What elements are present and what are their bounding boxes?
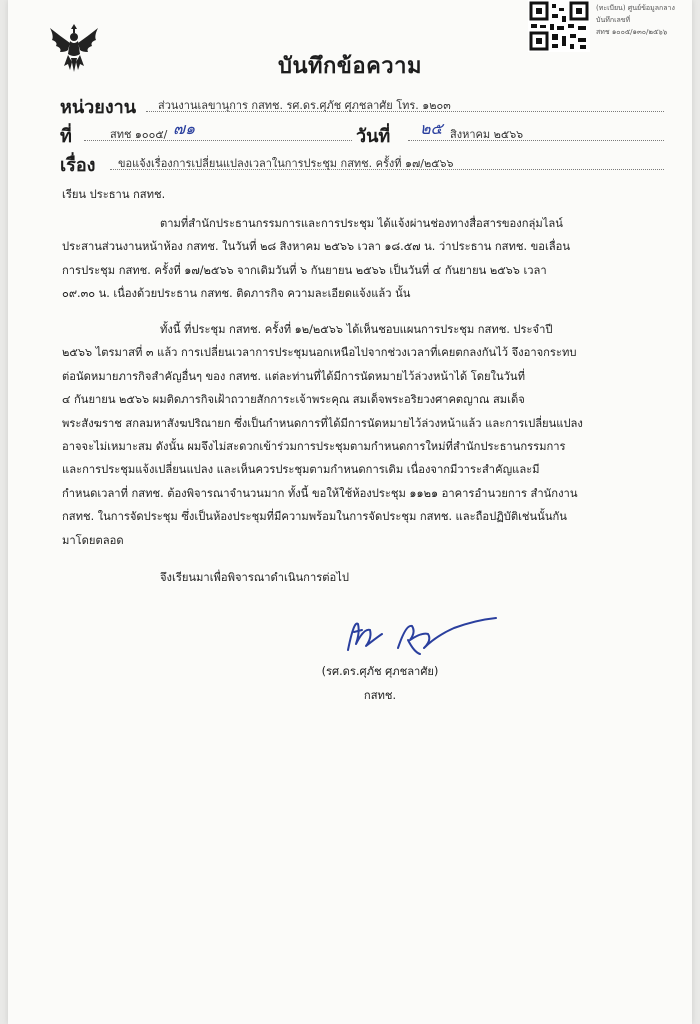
stamp-line-1: (ทะเบียน) ศูนย์ข้อมูลกลาง	[596, 4, 675, 12]
date-label: วันที่	[356, 126, 391, 147]
paragraph-2-line: ๒๕๖๖ ไตรมาสที่ ๓ แล้ว การเปลี่ยนเวลาการประชุมนอกเหนือไปจากช่วงเวลาที่เคยตกลงกันไว้ จึงอาจกระทบ	[62, 346, 577, 360]
subject-value: ขอแจ้งเรื่องการเปลี่ยนแปลงเวลาในการประชุม กสทช. ครั้งที่ ๑๗/๒๕๖๖	[118, 157, 454, 170]
paragraph-1-line: ตามที่สำนักประธานกรรมการและการประชุม ได้แจ้งผ่านช่องทางสื่อสารของกลุ่มไลน์	[160, 217, 563, 230]
paragraph-2-line: มาโดยตลอด	[62, 533, 124, 547]
date-handwritten: ๒๕	[420, 119, 443, 138]
paragraph-2-line: ทั้งนี้ ที่ประชุม กสทช. ครั้งที่ ๑๒/๒๕๖๖ ได้เห็นชอบแผนการประชุม กสทช. ประจำปี	[160, 323, 553, 336]
paragraph-1-line: ประสานส่วนงานหน้าห้อง กสทช. ในวันที่ ๒๘ สิงหาคม ๒๕๖๖ เวลา ๑๘.๕๗ น. ว่าประธาน กสทช. ขอเลื่อน	[62, 240, 570, 254]
agency-value: ส่วนงานเลขานุการ กสทช. รศ.ดร.ศุภัช ศุภชลาศัย โทร. ๑๒๐๓	[158, 99, 451, 112]
salutation: เรียน ประธาน กสทช.	[62, 188, 166, 201]
signatory-name: (รศ.ดร.ศุภัช ศุภชลาศัย)	[321, 665, 439, 678]
subject-label: เรื่อง	[60, 155, 96, 176]
registry-stamp	[596, 2, 696, 38]
paragraph-2-line: กำหนดเวลาที่ กสทช. ต้องพิจารณาจำนวนมาก ทั้งนี้ ขอให้ใช้ห้องประชุม ๑๑๒๑ อาคารอำนวยการ สำนักงาน	[62, 486, 578, 500]
stamp-line-3: สทช ๑๐๐๕/๑๓๐/๒๕๖๖	[596, 28, 668, 36]
date-value: สิงหาคม ๒๕๖๖	[450, 128, 524, 141]
ref-label: ที่	[60, 126, 72, 147]
agency-label: หน่วยงาน	[60, 97, 137, 118]
paragraph-2-line: และการประชุมแจ้งเปลี่ยนแปลง และเห็นควรประชุมตามกำหนดการเดิม เนื่องจากมีวาระสำคัญและมี	[62, 463, 540, 477]
document-title: บันทึกข้อความ	[277, 54, 422, 79]
paragraph-1	[62, 212, 672, 306]
handwritten-signature	[336, 610, 506, 662]
date-underline	[408, 140, 664, 141]
ref-handwritten: ๗๑	[173, 119, 196, 138]
paragraph-2-line: กสทช. ในการจัดประชุม ซึ่งเป็นห้องประชุมที่มีความพร้อมในการจัดประชุม กสทช. และถือปฏิบัติเช่นนั้นกัน	[62, 510, 567, 524]
paragraph-2	[62, 318, 672, 552]
paragraph-1-line: ๐๙.๓๐ น. เนื่องด้วยประธาน กสทช. ติดภารกิจ ความละเอียดแจ้งแล้ว นั้น	[62, 287, 411, 301]
qr-code-icon	[528, 0, 590, 52]
signatory-position: กสทช.	[363, 689, 397, 702]
stamp-line-2: บันทึกเลขที่	[596, 16, 631, 24]
paragraph-2-line: ๔ กันยายน ๒๕๖๖ ผมติดภารกิจเฝ้าถวายสักการะเจ้าพระคุณ สมเด็จพระอริยวงศาคตญาณ สมเด็จ	[62, 393, 525, 407]
paragraph-1-line: การประชุม กสทช. ครั้งที่ ๑๗/๒๕๖๖ จากเดิมวันที่ ๖ กันยายน ๒๕๖๖ เป็นวันที่ ๔ กันยายน ๒๕๖๖ เวลา	[62, 263, 547, 277]
paragraph-2-line: ต่อนัดหมายภารกิจสำคัญอื่นๆ ของ กสทช. แต่ละท่านที่ได้มีการนัดหมายไว้ล่วงหน้าได้ โดยในวันที่	[62, 369, 525, 383]
paragraph-2-line: พระสังฆราช สกลมหาสังฆปริณายก ซึ่งเป็นกำหนดการที่ได้มีการนัดหมายไว้ล่วงหน้าแล้ว และการเปลี่ยนแปลง	[62, 416, 583, 430]
ref-value: สทช ๑๐๐๕/	[110, 128, 168, 141]
paragraph-2-line: อาจจะไม่เหมาะสม ดังนั้น ผมจึงไม่สะดวกเข้าร่วมการประชุมตามกำหนดการใหม่ที่สำนักประธานกรรมการ	[62, 440, 566, 454]
closing-line: จึงเรียนมาเพื่อพิจารณาดำเนินการต่อไป	[160, 571, 349, 584]
